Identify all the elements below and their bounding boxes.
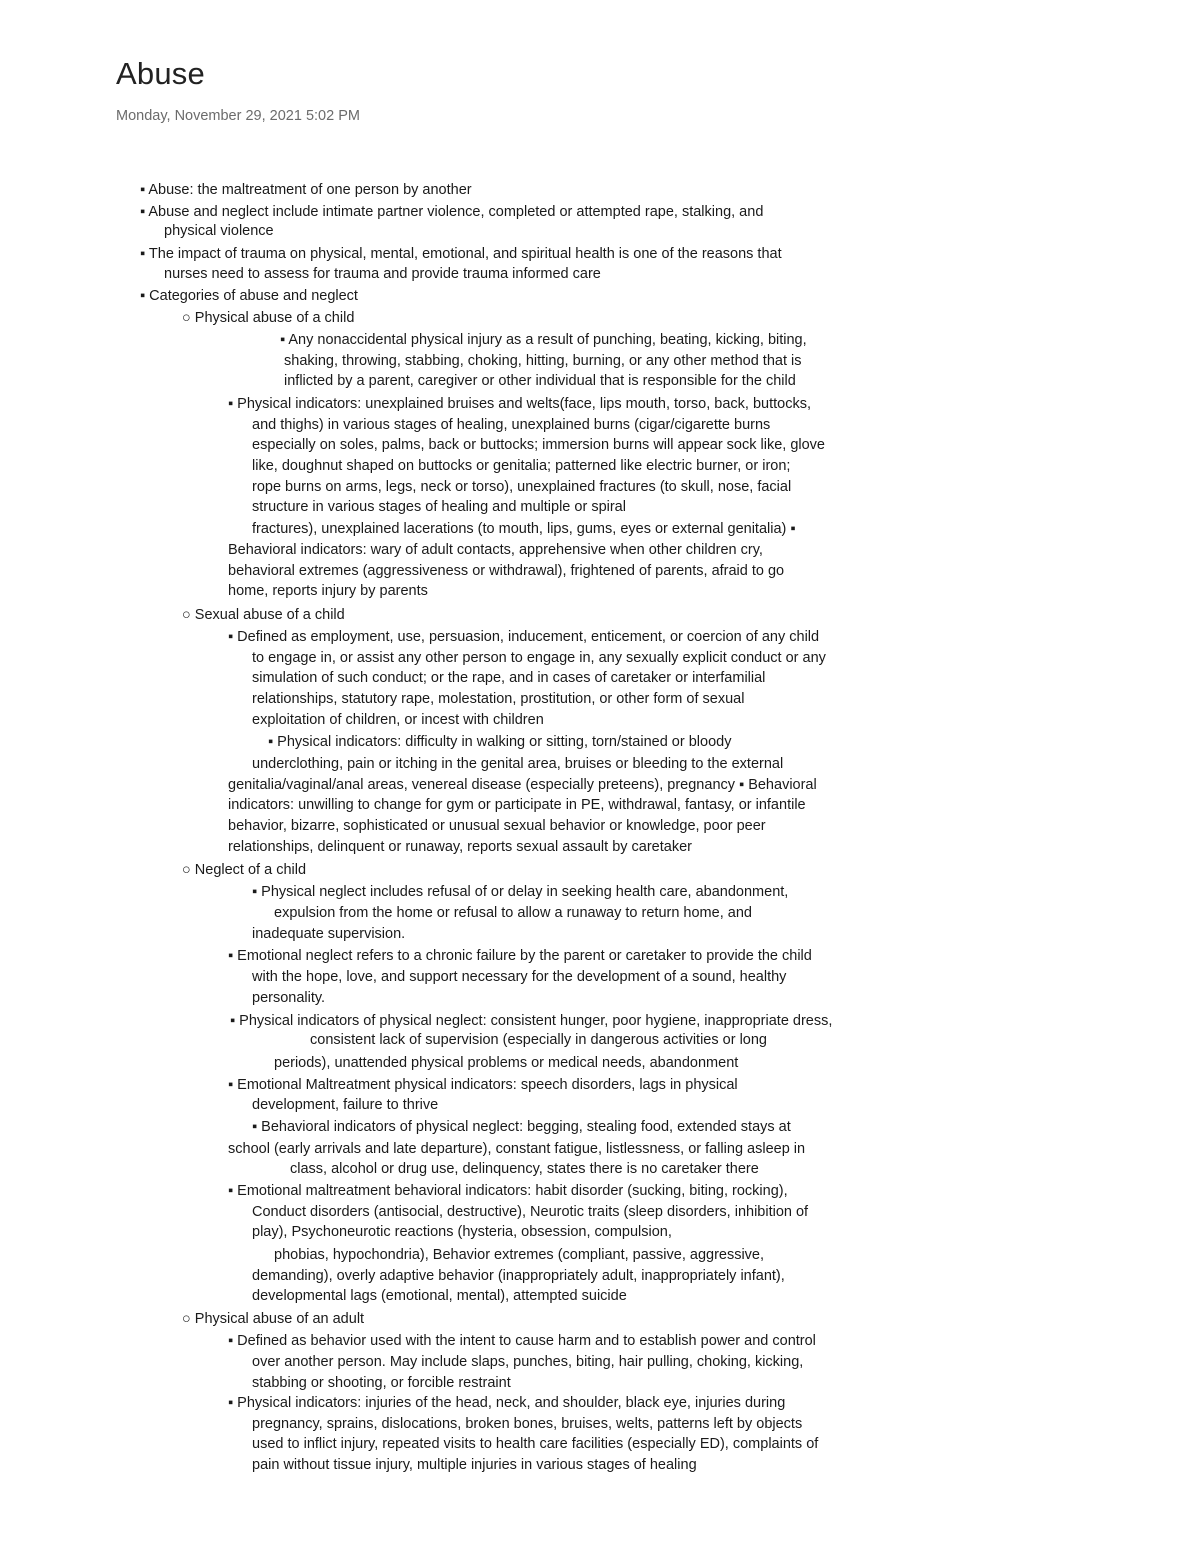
note-line: rope burns on arms, legs, neck or torso), unexplained fractures (to skull, nose, facial xyxy=(252,479,792,495)
note-line: ▪ Emotional neglect refers to a chronic failure by the parent or caretaker to provide the child xyxy=(228,948,812,964)
note-line: consistent lack of supervision (especially in dangerous activities or long xyxy=(310,1032,767,1048)
note-line: especially on soles, palms, back or buttocks; immersion burns will appear sock like, glove xyxy=(252,437,825,453)
note-line: ▪ Abuse: the maltreatment of one person by another xyxy=(140,182,472,198)
note-line: expulsion from the home or refusal to allow a runaway to return home, and xyxy=(274,905,752,921)
note-line: like, doughnut shaped on buttocks or genitalia; patterned like electric burner, or iron; xyxy=(252,458,791,474)
note-line: ▪ Physical indicators: injuries of the head, neck, and shoulder, black eye, injuries during xyxy=(228,1395,786,1411)
note-line: ○ Physical abuse of an adult xyxy=(182,1311,365,1327)
note-line: ○ Physical abuse of a child xyxy=(182,310,355,326)
note-line: ▪ Behavioral indicators of physical neglect: begging, stealing food, extended stays at xyxy=(252,1119,791,1135)
note-line: development, failure to thrive xyxy=(252,1097,439,1113)
note-line: personality. xyxy=(252,990,326,1006)
note-line: ▪ The impact of trauma on physical, mental, emotional, and spiritual health is one of the reasons that xyxy=(140,246,782,262)
note-line: and thighs) in various stages of healing, unexplained burns (cigar/cigarette burns xyxy=(252,417,771,433)
note-line: ▪ Defined as behavior used with the intent to cause harm and to establish power and control xyxy=(228,1333,816,1349)
note-line: used to inflict injury, repeated visits to health care facilities (especially ED), complaints of xyxy=(252,1436,819,1452)
note-line: demanding), overly adaptive behavior (inappropriately adult, inappropriately infant), xyxy=(252,1268,785,1284)
note-line: behavior, bizarre, sophisticated or unusual sexual behavior or knowledge, poor peer xyxy=(228,818,766,834)
note-line: pregnancy, sprains, dislocations, broken bones, bruises, welts, patterns left by objects xyxy=(252,1416,803,1432)
note-line: ▪ Defined as employment, use, persuasion, inducement, enticement, or coercion of any child xyxy=(228,629,820,645)
note-line: stabbing or shooting, or forcible restraint xyxy=(252,1375,511,1391)
note-line: over another person. May include slaps, punches, biting, hair pulling, choking, kicking, xyxy=(252,1354,804,1370)
note-line: developmental lags (emotional, mental), attempted suicide xyxy=(252,1288,627,1304)
note-line: class, alcohol or drug use, delinquency, states there is no caretaker there xyxy=(290,1161,759,1177)
note-line: shaking, throwing, stabbing, choking, hitting, burning, or any other method that is xyxy=(284,353,802,369)
note-line: indicators: unwilling to change for gym or participate in PE, withdrawal, fantasy, or infantile xyxy=(228,797,806,813)
note-line: ▪ Physical indicators: difficulty in walking or sitting, torn/stained or bloody xyxy=(268,734,732,750)
note-line: ▪ Abuse and neglect include intimate partner violence, completed or attempted rape, stalking, and xyxy=(140,204,764,220)
note-line: physical violence xyxy=(164,223,274,239)
note-line: ▪ Any nonaccidental physical injury as a result of punching, beating, kicking, biting, xyxy=(280,332,807,348)
note-line: relationships, statutory rape, molestation, prostitution, or other form of sexual xyxy=(252,691,745,707)
note-line: periods), unattended physical problems or medical needs, abandonment xyxy=(274,1055,739,1071)
note-line: underclothing, pain or itching in the genital area, bruises or bleeding to the external xyxy=(252,756,784,772)
note-line: ▪ Physical indicators of physical neglect: consistent hunger, poor hygiene, inappropriate dress, xyxy=(230,1013,833,1029)
note-line: home, reports injury by parents xyxy=(228,583,428,599)
note-line: school (early arrivals and late departure), constant fatigue, listlessness, or falling asleep in xyxy=(228,1141,806,1157)
note-line: ▪ Physical indicators: unexplained bruises and welts(face, lips mouth, torso, back, buttocks, xyxy=(228,396,812,412)
note-line: relationships, delinquent or runaway, reports sexual assault by caretaker xyxy=(228,839,692,855)
note-line: to engage in, or assist any other person to engage in, any sexually explicit conduct or any xyxy=(252,650,826,666)
note-line: ▪ Emotional Maltreatment physical indicators: speech disorders, lags in physical xyxy=(228,1077,738,1093)
note-line: inflicted by a parent, caregiver or other individual that is responsible for the child xyxy=(284,373,796,389)
note-line: phobias, hypochondria), Behavior extremes (compliant, passive, aggressive, xyxy=(274,1247,765,1263)
note-line: fractures), unexplained lacerations (to mouth, lips, gums, eyes or external genitalia) ▪ xyxy=(252,521,796,537)
note-line: behavioral extremes (aggressiveness or withdrawal), frightened of parents, afraid to go xyxy=(228,563,785,579)
note-line: ○ Neglect of a child xyxy=(182,862,307,878)
note-line: exploitation of children, or incest with children xyxy=(252,712,544,728)
note-line: ▪ Categories of abuse and neglect xyxy=(140,288,358,304)
note-line: simulation of such conduct; or the rape, and in cases of caretaker or interfamilial xyxy=(252,670,766,686)
note-line: inadequate supervision. xyxy=(252,926,406,942)
note-line: ○ Sexual abuse of a child xyxy=(182,607,345,623)
note-line: pain without tissue injury, multiple injuries in various stages of healing xyxy=(252,1457,697,1473)
note-line: play), Psychoneurotic reactions (hysteria, obsession, compulsion, xyxy=(252,1224,672,1240)
note-line: genitalia/vaginal/anal areas, venereal disease (especially preteens), pregnancy ▪ Behavioral xyxy=(228,777,817,793)
note-line: nurses need to assess for trauma and provide trauma informed care xyxy=(164,266,601,282)
note-line: Behavioral indicators: wary of adult contacts, apprehensive when other children cry, xyxy=(228,542,763,558)
note-line: structure in various stages of healing and multiple or spiral xyxy=(252,499,626,515)
page-title: Abuse xyxy=(116,56,205,91)
note-line: Conduct disorders (antisocial, destructive), Neurotic traits (sleep disorders, inhibition of xyxy=(252,1204,809,1220)
note-line: ▪ Physical neglect includes refusal of or delay in seeking health care, abandonment, xyxy=(252,884,789,900)
note-line: ▪ Emotional maltreatment behavioral indicators: habit disorder (sucking, biting, rocking), xyxy=(228,1183,788,1199)
page-datetime: Monday, November 29, 2021 5:02 PM xyxy=(116,108,360,124)
note-line: with the hope, love, and support necessary for the development of a sound, healthy xyxy=(252,969,787,985)
